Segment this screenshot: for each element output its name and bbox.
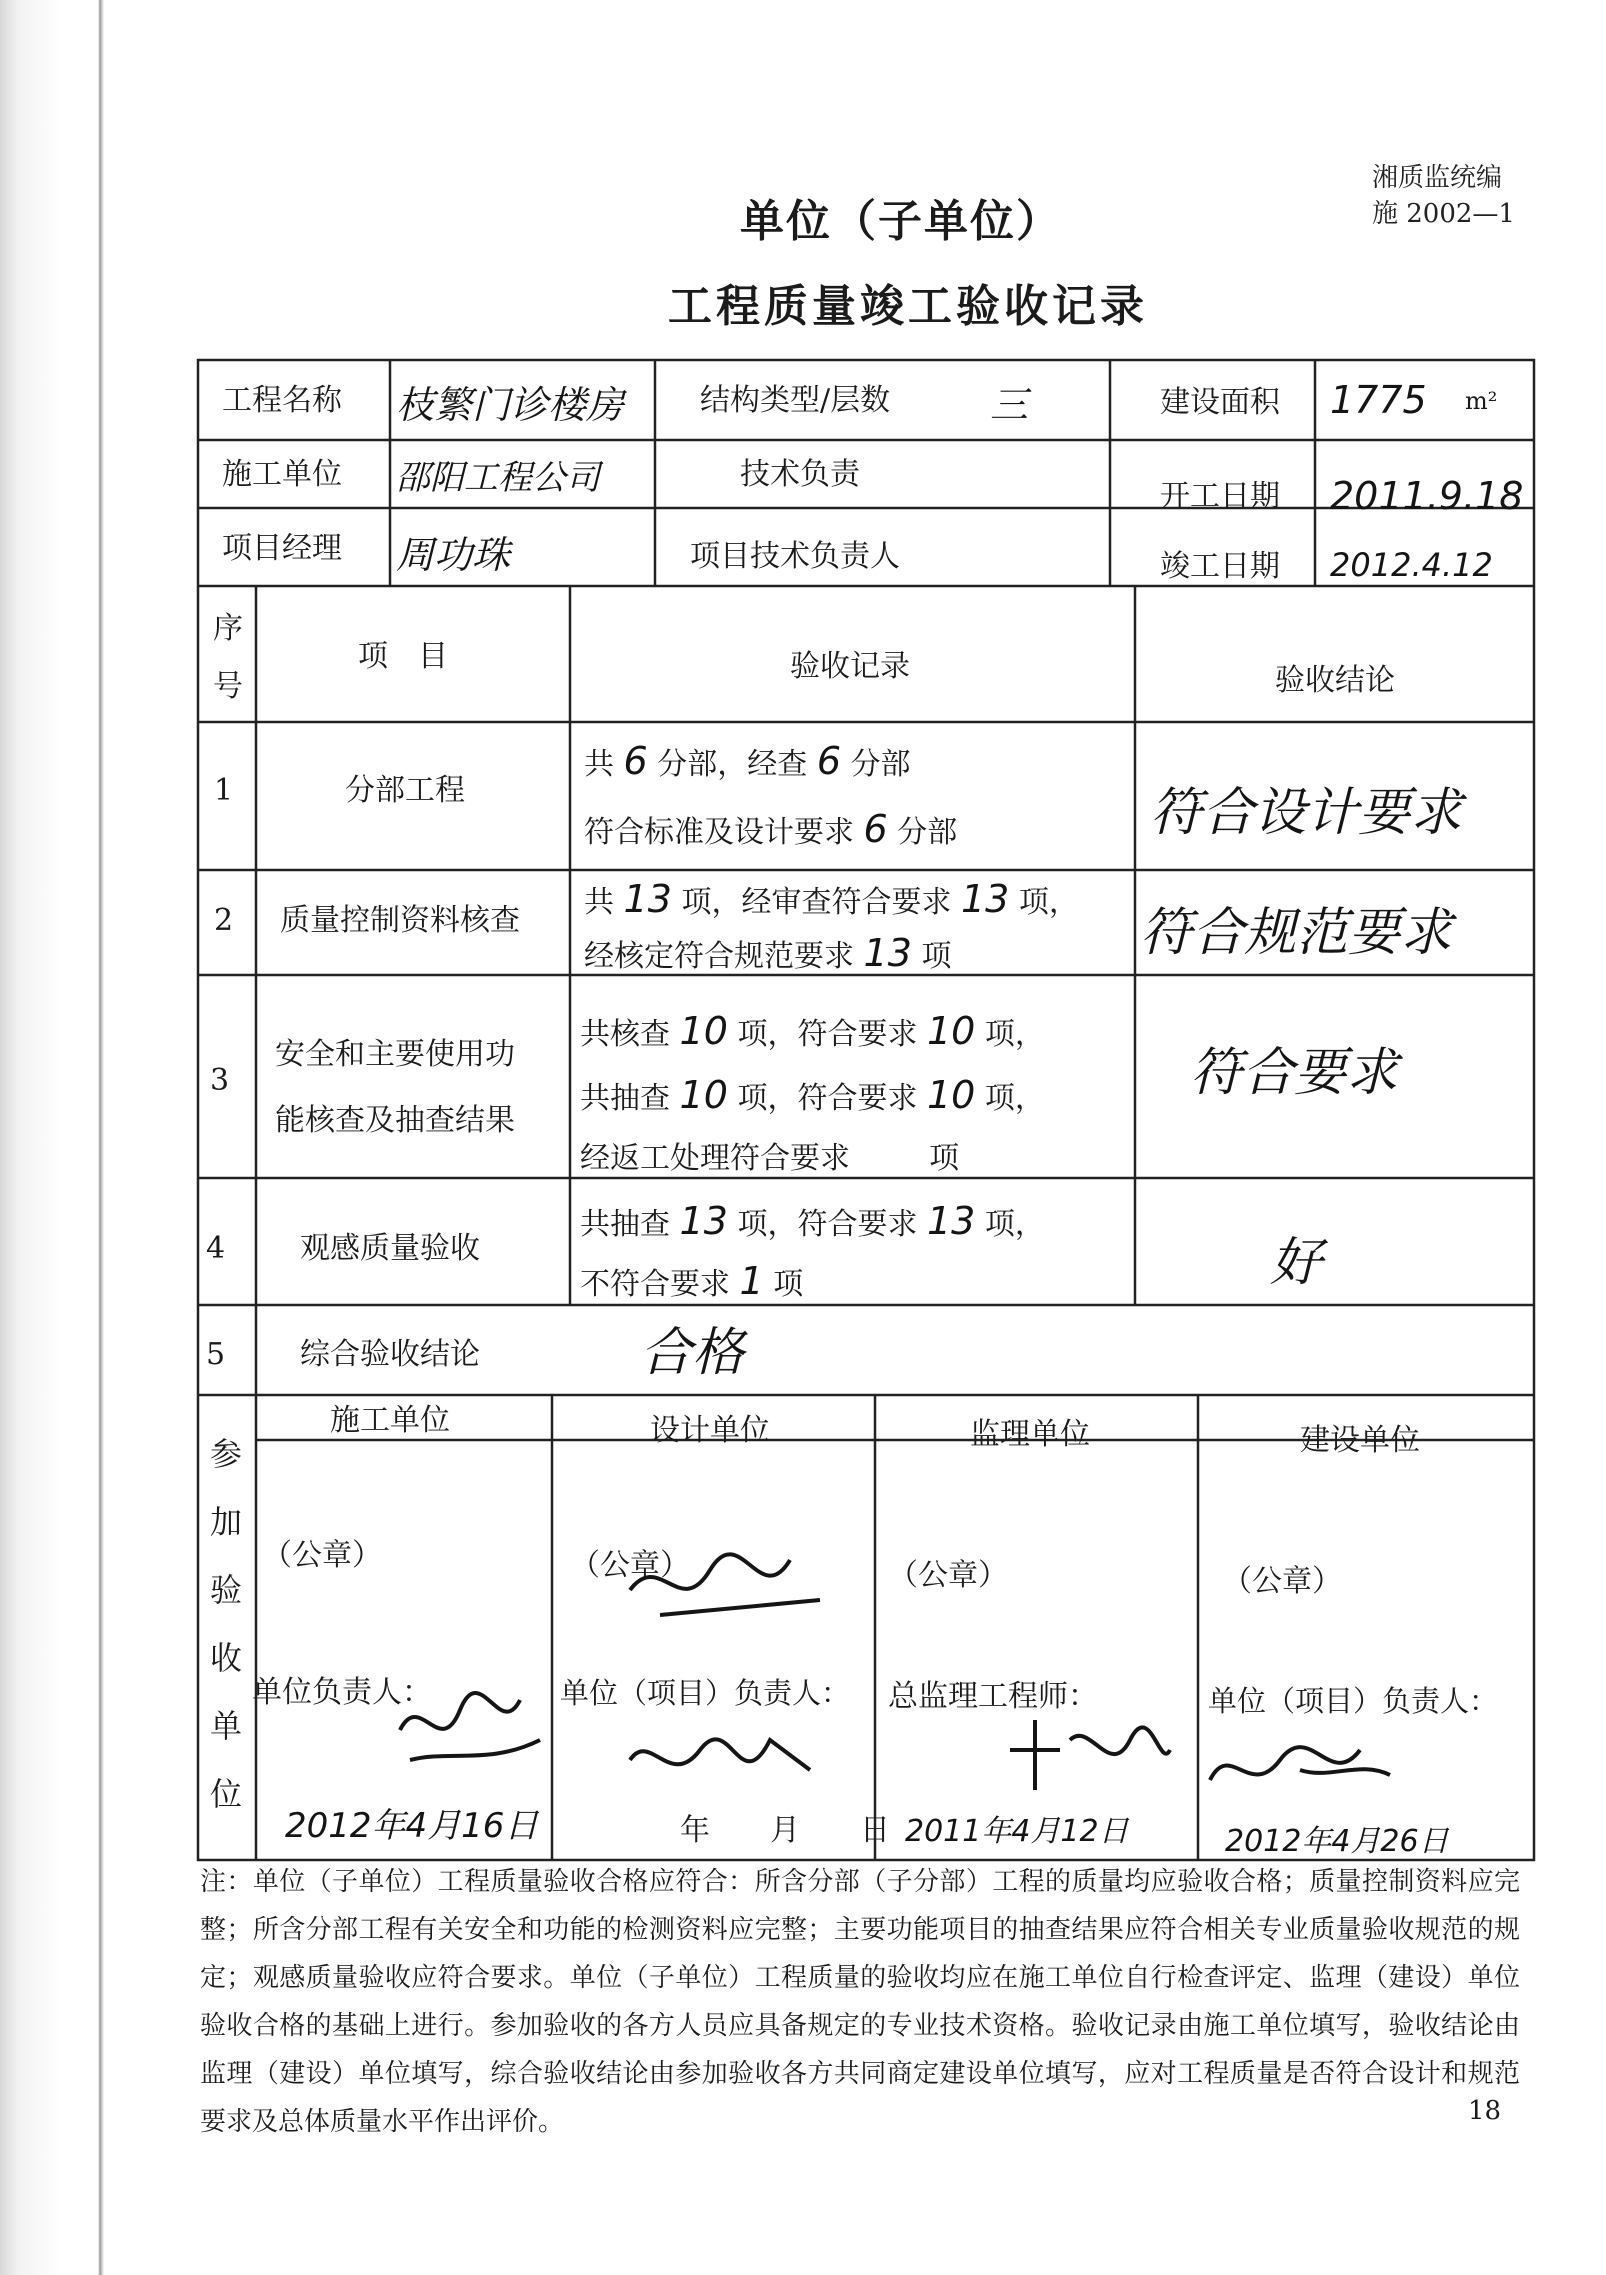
row1-count-total: 6 (623, 739, 648, 783)
unit-owner-responsible: 单位（项目）负责人： (1208, 1684, 1499, 1718)
row1-seq: 1 (214, 773, 234, 808)
row1-text: 符合标准及设计要求 (584, 815, 854, 850)
row2-text: 项，经审查符合要求 (681, 885, 952, 920)
row1-count-checked: 6 (816, 739, 842, 783)
contractor-signature (390, 1670, 550, 1780)
unit-supervision-responsible: 总监理工程师： (888, 1679, 1098, 1714)
row3-text: 项，符合要求 (737, 1017, 918, 1052)
start-date-value: 2011.9.18 (1330, 474, 1524, 518)
completion-date-label: 竣工日期 (1160, 549, 1280, 584)
row3-count-checked: 10 (679, 1009, 728, 1053)
row2-text: 项 (921, 939, 952, 974)
row1-record-line1 (584, 740, 911, 786)
side-char: 验 (209, 1571, 242, 1609)
unit-owner-name: 建设单位 (1300, 1423, 1420, 1458)
row3-count-sampled: 10 (679, 1073, 728, 1117)
row1-text: 分部 (897, 815, 958, 850)
row5-seq: 5 (206, 1337, 226, 1372)
unit-owner-date: 2012年4月26日 (1225, 1824, 1449, 1859)
row3-count-ok: 10 (927, 1009, 976, 1053)
unit-supervision-name: 监理单位 (970, 1417, 1090, 1452)
row3-record-line1 (580, 1010, 1045, 1056)
row1-text: 分部，经查 (657, 747, 808, 782)
header-item: 项 目 (358, 639, 448, 674)
unit-design-name: 设计单位 (650, 1413, 770, 1448)
row3-text: 项， (984, 1017, 1045, 1052)
row1-item: 分部工程 (345, 773, 465, 808)
row3-conclusion: 符合要求 (1190, 1043, 1399, 1103)
row2-item: 质量控制资料核查 (280, 903, 520, 938)
project-name-label: 工程名称 (222, 383, 342, 418)
area-unit: m² (1465, 387, 1498, 415)
row4-count-sampled: 13 (679, 1199, 728, 1243)
row4-text: 项， (984, 1207, 1045, 1242)
unit-design-date: 年 月 日 (680, 1813, 890, 1848)
row3-item-line1: 安全和主要使用功 (275, 1037, 515, 1072)
row4-record-line1 (580, 1200, 1045, 1246)
row1-count-ok: 6 (863, 807, 888, 851)
unit-supervision-stamp: （公章） (888, 1558, 1008, 1593)
pm-value: 周功珠 (396, 533, 511, 577)
area-label: 建设面积 (1160, 385, 1280, 420)
row4-count-ok: 13 (927, 1199, 976, 1243)
participants-side-label (206, 1420, 246, 1828)
footnote: 注：单位（子单位）工程质量验收合格应符合：所含分部（子分部）工程的质量均应验收合格；质量控制资料应完整；所含分部工程有关安全和功能的检测资料应完整；主要功能项目的抽查结果应符合相关专业质量验收规范的规定；观感质量验收应符合要求。单位（子单位）工程质量的验收均应在施工单位自行检查评定、监理（建设）单位验收合格的基础上进行。参加验收的各方人员应具备规定的专业技术资格。验收记录由施工单位填写，验收结论由监理（建设）单位填写，综合验收结论由参加验收各方共同商定建设单位填写，应对工程质量是否符合设计和规范要求及总体质量水平作出评价。 (200, 1867, 1520, 2137)
unit-contractor-date: 2012年4月16日 (285, 1806, 539, 1846)
row2-text: 共 (584, 885, 614, 920)
project-tech-lead-label: 项目技术负责人 (690, 539, 900, 574)
structure-value: 三 (990, 383, 1029, 427)
title-line1: 单位（子单位） (740, 196, 1062, 247)
row4-text: 项，符合要求 (737, 1207, 918, 1242)
row3-text: 项， (984, 1081, 1045, 1116)
structure-label: 结构类型/层数 (700, 383, 891, 418)
row1-conclusion: 符合设计要求 (1150, 783, 1463, 843)
row5-conclusion: 合格 (640, 1323, 745, 1383)
contractor-label: 施工单位 (222, 457, 342, 492)
row2-record-line1 (584, 878, 1079, 924)
form-code-line2: 施 2002—1 (1372, 199, 1515, 229)
side-char: 单 (209, 1707, 242, 1745)
unit-supervision-date: 2011年4月12日 (905, 1814, 1129, 1849)
row3-item-line2: 能核查及抽查结果 (275, 1103, 515, 1138)
side-char: 加 (209, 1503, 242, 1541)
title-line2: 工程质量竣工验收记录 (668, 281, 1148, 332)
design-seal-signature (620, 1540, 840, 1630)
unit-contractor-stamp: （公章） (262, 1538, 382, 1573)
row4-text: 不符合要求 (580, 1267, 730, 1302)
pm-label: 项目经理 (222, 531, 342, 566)
row3-text: 项，符合要求 (737, 1081, 918, 1116)
row2-count-ok: 13 (961, 877, 1010, 921)
row2-record-line2 (584, 932, 951, 978)
row3-record-line2 (580, 1074, 1045, 1120)
row4-conclusion: 好 (1270, 1233, 1323, 1293)
side-char: 收 (209, 1639, 242, 1677)
unit-contractor-name: 施工单位 (330, 1403, 450, 1438)
row4-seq: 4 (206, 1231, 226, 1266)
owner-signature (1200, 1720, 1400, 1810)
supervision-signature (1000, 1710, 1180, 1800)
side-char: 参 (209, 1435, 242, 1473)
contractor-value: 邵阳工程公司 (396, 458, 600, 498)
completion-date-value: 2012.4.12 (1330, 546, 1493, 584)
row5-item: 综合验收结论 (300, 1337, 480, 1372)
row2-count-total: 13 (623, 877, 672, 921)
row1-text: 分部 (850, 747, 911, 782)
row2-conclusion: 符合规范要求 (1140, 903, 1453, 963)
row3-record-line3 (580, 1138, 959, 1180)
start-date-label: 开工日期 (1160, 479, 1280, 514)
header-record: 验收记录 (790, 649, 910, 684)
row4-text: 共抽查 (580, 1207, 670, 1242)
row4-count-fail: 1 (739, 1259, 764, 1303)
row2-seq: 2 (214, 903, 234, 938)
row3-seq: 3 (210, 1063, 230, 1098)
row4-text: 项 (773, 1267, 804, 1302)
header-conclusion: 验收结论 (1275, 663, 1395, 698)
header-seq: 序号 (213, 611, 243, 704)
side-char: 位 (209, 1775, 242, 1813)
row3-text: 经返工处理符合要求 (580, 1141, 850, 1176)
row3-text: 共核查 (580, 1017, 670, 1052)
design-signature (620, 1720, 820, 1810)
row1-record-line2 (584, 808, 957, 854)
unit-design-responsible: 单位（项目）负责人： (560, 1676, 851, 1710)
area-value: 1775 (1330, 378, 1427, 422)
row2-text: 项， (1018, 885, 1079, 920)
row2-count-verified: 13 (863, 931, 912, 975)
row3-text: 项 (929, 1141, 960, 1176)
unit-owner-stamp: （公章） (1222, 1564, 1342, 1599)
unit-contractor-responsible: 单位负责人： (252, 1675, 432, 1710)
tech-lead-label: 技术负责 (740, 457, 860, 492)
row2-text: 经核定符合规范要求 (584, 939, 854, 974)
project-name-value: 枝繁门诊楼房 (396, 383, 625, 427)
row4-item: 观感质量验收 (300, 1231, 480, 1266)
row4-record-line2 (580, 1260, 803, 1306)
unit-design-stamp: （公章） (570, 1548, 690, 1583)
page-number: 18 (1468, 2096, 1502, 2126)
row3-count-sampled-ok: 10 (927, 1073, 976, 1117)
row1-text: 共 (584, 747, 614, 782)
row3-text: 共抽查 (580, 1081, 670, 1116)
form-code-line1: 湘质监统编 (1372, 163, 1503, 193)
